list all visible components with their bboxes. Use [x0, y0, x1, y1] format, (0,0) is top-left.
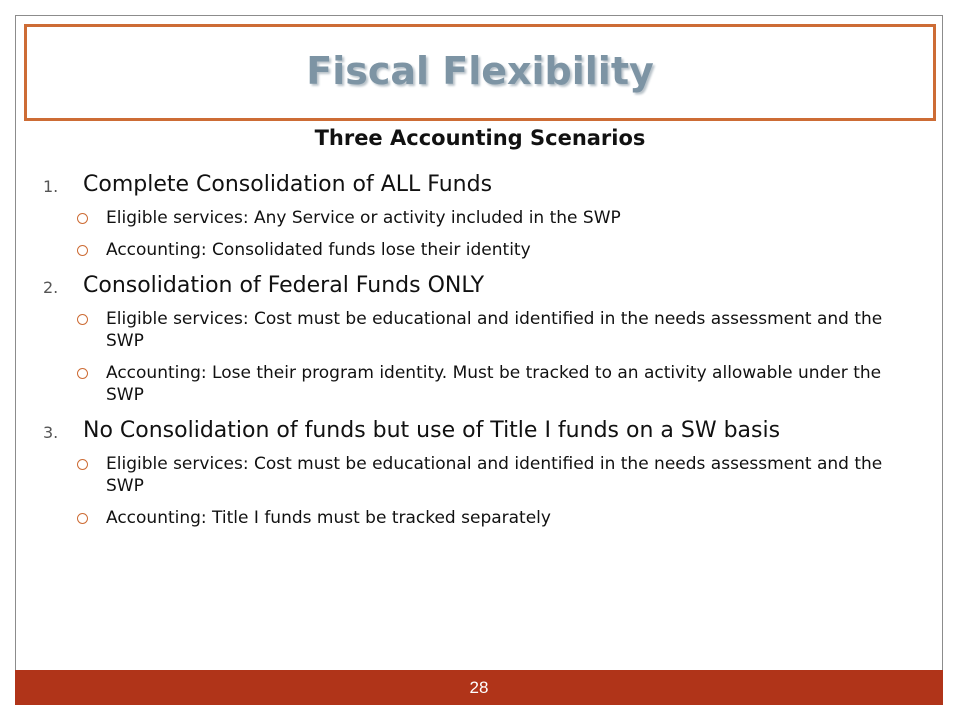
- list-item: [43, 271, 903, 300]
- circle-bullet-icon: [77, 245, 88, 256]
- sub-list: [43, 308, 903, 406]
- sub-item: [43, 507, 903, 529]
- sub-item-text: Eligible services: Cost must be educational and identified in the needs assessment and the SWP: [106, 454, 883, 496]
- sub-item: [43, 239, 903, 261]
- list-item: [43, 416, 903, 445]
- sub-item-text: Accounting: Consolidated funds lose their identity: [106, 240, 531, 260]
- sub-item-text: Eligible services: Cost must be educational and identified in the needs assessment and the SWP: [106, 309, 883, 351]
- content-list: [43, 170, 903, 539]
- item-text: Consolidation of Federal Funds ONLY: [83, 273, 485, 298]
- circle-bullet-icon: [77, 213, 88, 224]
- list-item: [43, 170, 903, 199]
- sub-item-text: Accounting: Title I funds must be tracked separately: [106, 508, 551, 528]
- slide-title: Fiscal Flexibility: [306, 48, 654, 93]
- circle-bullet-icon: [77, 368, 88, 379]
- item-text: No Consolidation of funds but use of Title I funds on a SW basis: [83, 418, 781, 443]
- sub-item: [43, 453, 903, 497]
- page-number: 28: [469, 677, 489, 697]
- circle-bullet-icon: [77, 314, 88, 325]
- circle-bullet-icon: [77, 513, 88, 524]
- sub-item-text: Accounting: Lose their program identity. Must be tracked to an activity allowable under the SWP: [106, 363, 882, 405]
- item-number: 3.: [43, 423, 59, 442]
- slide-subtitle: Three Accounting Scenarios: [314, 126, 646, 150]
- footer-bar: [15, 670, 943, 705]
- sub-item: [43, 207, 903, 229]
- item-number: 2.: [43, 278, 59, 297]
- sub-item-text: Eligible services: Any Service or activity included in the SWP: [106, 208, 621, 228]
- sub-item: [43, 308, 903, 352]
- sub-list: [43, 207, 903, 261]
- item-number: 1.: [43, 177, 59, 196]
- sub-list: [43, 453, 903, 529]
- title-box: [24, 24, 936, 121]
- sub-item: [43, 362, 903, 406]
- item-text: Complete Consolidation of ALL Funds: [83, 172, 493, 197]
- circle-bullet-icon: [77, 459, 88, 470]
